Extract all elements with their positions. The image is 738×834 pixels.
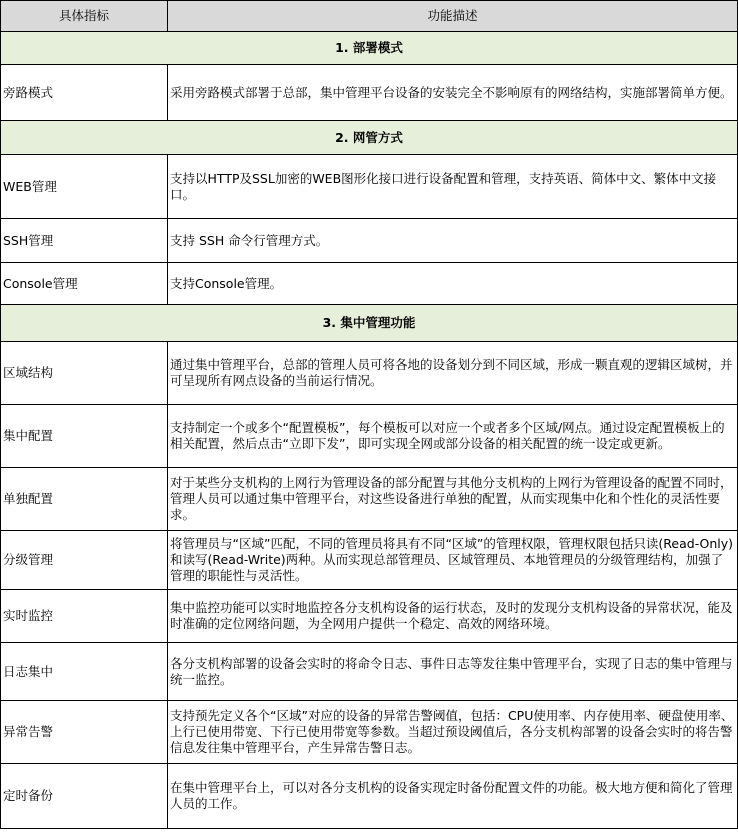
table-row <box>1 219 738 263</box>
section-title: 3. 集中管理功能 <box>1 305 738 342</box>
table-row <box>1 531 738 590</box>
indicator-name: 集中配置 <box>1 405 168 468</box>
indicator-name: 日志集中 <box>1 643 168 701</box>
indicator-description: 支持以HTTP及SSL加密的WEB图形化接口进行设备配置和管理，支持英语、简体中文、繁体中文接口。 <box>168 155 738 219</box>
table-row <box>1 65 738 121</box>
section-title: 1. 部署模式 <box>1 32 738 65</box>
indicator-description: 集中监控功能可以实时地监控各分支机构设备的运行状态，及时的发现分支机构设备的异常状况，能及时准确的定位网络问题，为全网用户提供一个稳定、高效的网络环境。 <box>168 590 738 643</box>
indicator-name: 分级管理 <box>1 531 168 590</box>
indicator-description: 支持 SSH 命令行管理方式。 <box>168 219 738 263</box>
indicator-description: 通过集中管理平台，总部的管理人员可将各地的设备划分到不同区域，形成一颗直观的逻辑区域树，并可呈现所有网点设备的当前运行情况。 <box>168 342 738 405</box>
indicator-description: 将管理员与“区域”匹配，不同的管理员将具有不同“区域”的管理权限，管理权限包括只读(Read-Only)和读写(Read-Write)两种。从而实现总部管理员、区域管理员、本地管理员的分级管理结构，加强了管理的职能性与灵活性。 <box>168 531 738 590</box>
header-col-indicator: 具体指标 <box>1 1 168 32</box>
indicator-name: Console管理 <box>1 263 168 305</box>
indicator-description: 支持预先定义各个“区域”对应的设备的异常告警阈值，包括：CPU使用率、内存使用率、硬盘使用率、上行已使用带宽、下行已使用带宽等参数。当超过预设阈值后，各分支机构部署的设备会实时的将告警信息发往集中管理平台，产生异常告警日志。 <box>168 701 738 764</box>
table-row <box>1 643 738 701</box>
table-header-row <box>1 1 738 32</box>
indicator-description: 在集中管理平台上，可以对各分支机构的设备实现定时备份配置文件的功能。极大地方便和简化了管理人员的工作。 <box>168 764 738 829</box>
section-title: 2. 网管方式 <box>1 121 738 155</box>
table-row <box>1 155 738 219</box>
table-row <box>1 468 738 531</box>
indicator-description: 支持Console管理。 <box>168 263 738 305</box>
indicator-name: 定时备份 <box>1 764 168 829</box>
table-row <box>1 764 738 829</box>
section-row <box>1 32 738 65</box>
indicator-name: 单独配置 <box>1 468 168 531</box>
indicator-description: 对于某些分支机构的上网行为管理设备的部分配置与其他分支机构的上网行为管理设备的配置不同时，管理人员可以通过集中管理平台，对这些设备进行单独的配置，从而实现集中化和个性化的灵活性要求。 <box>168 468 738 531</box>
indicator-name: 实时监控 <box>1 590 168 643</box>
table-row <box>1 263 738 305</box>
indicator-name: 异常告警 <box>1 701 168 764</box>
table-row <box>1 590 738 643</box>
table-row <box>1 405 738 468</box>
header-col-description: 功能描述 <box>168 1 738 32</box>
indicator-name: 旁路模式 <box>1 65 168 121</box>
indicator-name: SSH管理 <box>1 219 168 263</box>
indicator-description: 各分支机构部署的设备会实时的将命令日志、事件日志等发往集中管理平台，实现了日志的集中管理与统一监控。 <box>168 643 738 701</box>
indicator-name: 区域结构 <box>1 342 168 405</box>
indicator-name: WEB管理 <box>1 155 168 219</box>
section-row <box>1 121 738 155</box>
table-row <box>1 701 738 764</box>
section-row <box>1 305 738 342</box>
table-row <box>1 342 738 405</box>
indicator-description: 支持制定一个或多个“配置模板”，每个模板可以对应一个或者多个区域/网点。通过设定配置模板上的相关配置，然后点击“立即下发”，即可实现全网或部分设备的相关配置的统一设定或更新。 <box>168 405 738 468</box>
indicator-description: 采用旁路模式部署于总部，集中管理平台设备的安装完全不影响原有的网络结构，实施部署简单方便。 <box>168 65 738 121</box>
